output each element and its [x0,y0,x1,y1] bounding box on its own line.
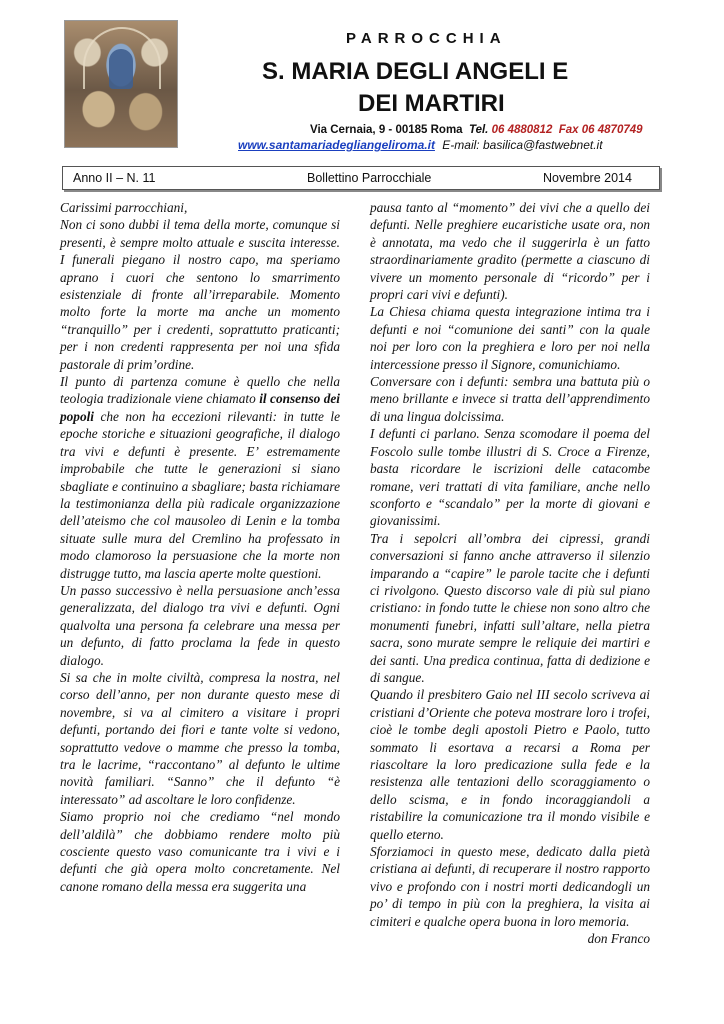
fax-number: 06 4870749 [581,124,643,136]
article-paragraph: Quando il presbitero Gaio nel III secolo scriveva ai cristiani d’Oriente che poteva mostrare loro i trofei, cioè le tombe degli apostoli Pietro e Paolo, tutto sommato li esortava a recarsi a Roma per riascoltare la loro predicazione sulla fede e la resistenza alle tentazioni dello scoraggiamento o dello scisma, e in fondo incoraggiandoli a ristabilire la comunicazione tra il mondo visibile e quello eterno. [370,687,650,842]
article-paragraph: Siamo proprio noi che crediamo “nel mondo dell’aldilà” che dobbiamo rendere molto più cosciente questo vaso comunicante tra i vivi e i defunti che già opera molto concretamente. Nel canone romano della messa era suggerita una [60,809,340,894]
bulletin-info-bar [62,166,660,190]
article-paragraph [60,373,340,582]
signature: don Franco [587,931,650,947]
article-right-column [370,199,650,947]
header-parrocchia: PARROCCHIA [346,30,507,47]
header-address: Via Cernaia, 9 - 00185 Roma [310,124,463,136]
article-paragraph: I defunti ci parlano. Senza scomodare il poema del Foscolo sulle tombe illustri di S. Croce a Firenze, basta ricordare le iscrizioni delle catacombe romane, veri trattati di vita familiare, anche nello sconforto e “scandalo” per la morte di giovani e giovanissimi. [370,426,650,529]
article-paragraph: Si sa che in molte civiltà, compresa la nostra, nel corso dell’anno, per non durante questo mese di novembre, si va al cimitero a visitare i propri defunti, portando dei fiori e tante volte si vedono, soprattutto vedove o mamme che presso la tomba, tra le lacrime, “raccontano” al defunto le ultime novità familiari. “Sanno” che il defunto “è interessato” ad ascoltare le loro confidenze. [60,669,340,807]
consenso-dei-popoli: il consenso dei popoli [60,391,341,424]
email-text: E-mail: basilica@fastwebnet.it [442,138,603,152]
article-text: che non ha eccezioni rilevanti: in tutte le epoche storiche e situazioni geografiche, il dialogo tra vivi e defunti è presente. E’ estremamente improbabile che tutte le generazioni si siano sbagliate e continuino a sbagliare; basta richiamare la testimonianza della più radicale organizzazione dell’ateismo che col mausoleo di Lenin e la tomba situate sulle mura del Cremlino ha professato in modo clamoroso la persuasione che la morte non distrugge tutto, ma lascia aperte molte questioni. [60,408,341,581]
article-text: Il punto di partenza comune è quello che nella teologia tradizionale viene chiamato [60,374,340,407]
tel-label: Tel. [468,124,489,136]
issue-date: Novembre 2014 [543,171,632,185]
article-paragraph: Conversare con i defunti: sembra una battuta più o meno brillante e invece si tratta dell’apprendimento di una lingua dolcissima. [370,374,650,424]
article-paragraph: Un passo successivo è nella persuasione anch’essa generalizzata, del dialogo tra vivi e defunti. Ogni qualvolta una persona fa celebrare una messa per un defunto, di fatto proclama la fede in questo dialogo. [60,582,340,668]
article-paragraph: Tra i sepolcri all’ombra dei cipressi, grandi conversazioni si fanno anche attraverso il silenzio imparando a “capire” le parole tacite che i defunti ci rivolgono. Questo discorso vale di più sul piano cristiano: in fondo tutte le chiese non sono altro che monumenti funebri, infatti sull’altare, nella pietra sacra, sono murate sempre le reliquie dei martiri e dei santi. Una predica continua, fatta di dedizione e di sangue. [370,530,650,685]
fax-label: Fax [558,124,579,136]
header-contacts [238,138,603,152]
bulletin-name: Bollettino Parrocchiale [307,171,432,185]
tel-number: 06 4880812 [491,124,553,136]
website-link[interactable]: www.santamariadegliangeliroma.it [238,138,435,152]
header-title-line1: S. MARIA DEGLI ANGELI E [262,58,569,85]
header-address-line [310,124,643,136]
article-paragraph: La Chiesa chiama questa integrazione intima tra i defunti e noi “comunione dei santi” con la quale noi per loro con la preghiera e loro per noi nella intercessione presso il Signore, comunichiamo. [370,304,650,372]
article-paragraph: Sforziamoci in questo mese, dedicato dalla pietà cristiana ai defunti, di recuperare il nostro rapporto vivo e profondo con i nostri morti dedicandogli un po’ di tempo in più con la preghiera, la visita ai cimiteri e qualche opera buona in loro memoria. [370,844,650,929]
article-paragraph: pausa tanto al “momento” dei vivi che a quello dei defunti. Nelle preghiere eucaristiche usate ora, non è annotata, ma vedo che il suggerirla è un fatto straordinariamente gradito (permette a ciascuno di vivere un momento personale di “ricordo” per i propri cari vivi e defunti). [370,200,650,303]
article-paragraph: Carissimi parrocchiani, [60,200,188,215]
article-left-column [60,199,340,895]
article-paragraph: Non ci sono dubbi il tema della morte, comunque si presenti, è sempre molto attuale e suscita interesse. I funerali piegano il nostro capo, ma speriamo aprano i cuori che sentono lo smarrimento esistenziale di fronte all’irreparabile. Momento molto forte la morte ma anche un momento “tranquillo” per i credenti, soprattutto praticanti; per i non credenti rappresenta per noi una sfida pastorale di prim’ordine. [60,217,340,372]
header-title-line2: DEI MARTIRI [358,90,505,117]
issue-number: Anno II – N. 11 [73,171,156,185]
